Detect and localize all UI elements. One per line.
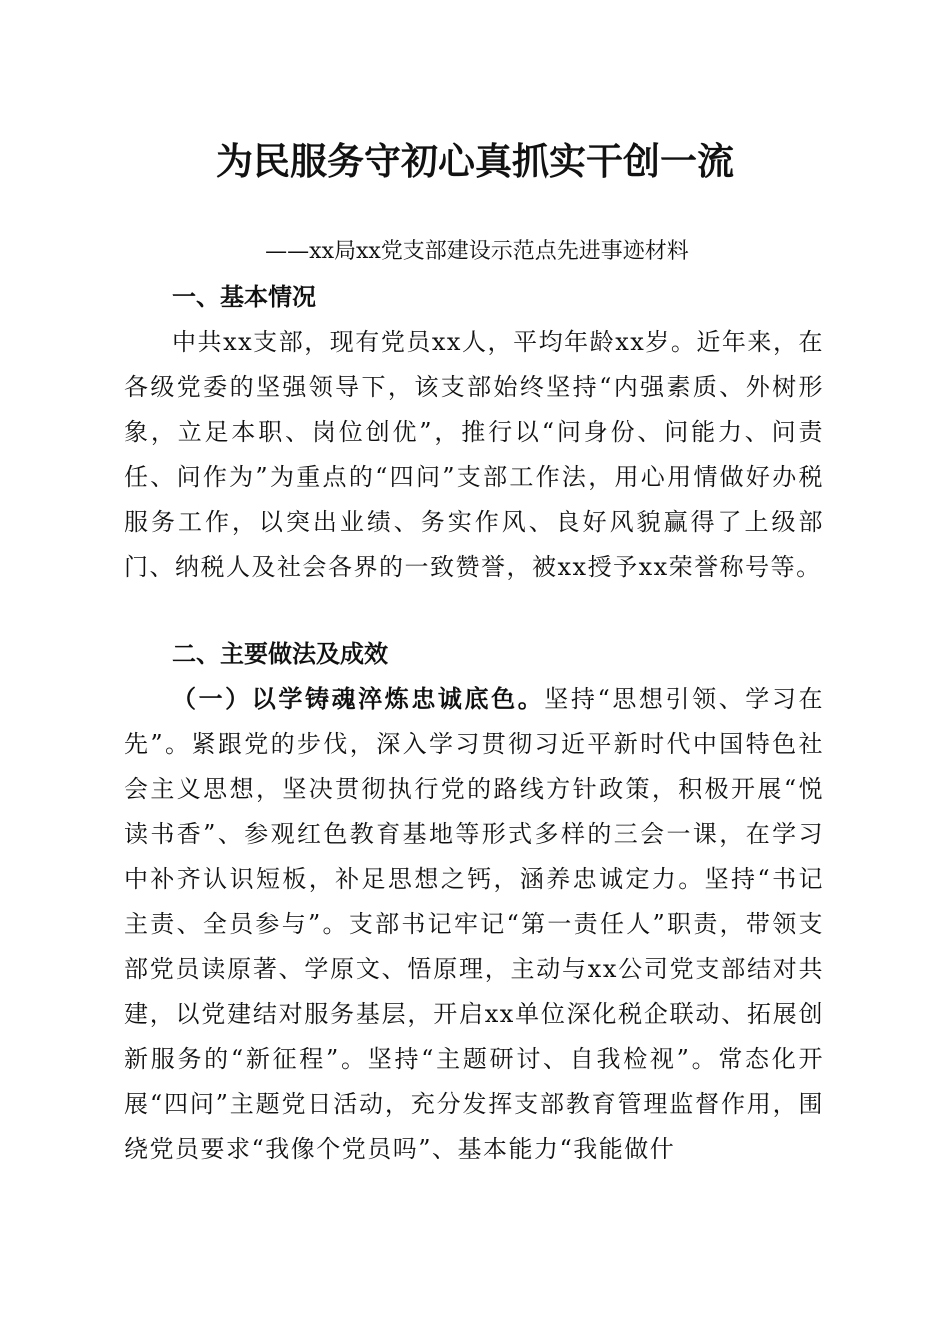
document-subtitle: ——xx局xx党支部建设示范点先进事迹材料 (265, 239, 689, 264)
subsection-text-1: 坚持“思想引领、学习在先”。紧跟党的步伐，深入学习贯彻习近平新时代中国特色社会主义思想，坚决贯彻执行党的路线方针政策，积极开展“悦读书香”、参观红色教育基地等形式多样的三会一课，在学习中补齐认识短板，补足思想之钙，涵养忠诚定力。坚持“书记主责、全员参与”。支部书记牢记“第一责任人”职责，带领支部党员读原著、学原文、悟原理，主动与xx公司党支部结对共建，以党建结对服务基层，开启xx单位深化税企联动、拓展创新服务的“新征程”。坚持“主题研讨、自我检视”。常态化开展“四问”主题党日活动，充分发挥支部教育管理监督作用，围绕党员要求“我像个党员吗”、基本能力“我能做什 (124, 685, 824, 1163)
paragraph-practices (124, 676, 824, 1172)
section-heading-basic-info: 一、基本情况 (172, 283, 316, 311)
document-title: 为民服务守初心真抓实干创一流 (216, 139, 734, 183)
paragraph-basic-info: 中共xx支部，现有党员xx人，平均年龄xx岁。近年来，在各级党委的坚强领导下，该支部始终坚持“内强素质、外树形象，立足本职、岗位创优”，推行以“问身份、问能力、问责任、问作为”为重点的“四问”支部工作法，用心用情做好办税服务工作，以突出业绩、务实作风、良好风貌赢得了上级部门、纳税人及社会各界的一致赞誉，被xx授予xx荣誉称号等。 (124, 328, 824, 581)
subsection-heading-1: （一）以学铸魂淬炼忠诚底色。 (172, 684, 545, 713)
section-heading-practices: 二、主要做法及成效 (172, 640, 388, 668)
